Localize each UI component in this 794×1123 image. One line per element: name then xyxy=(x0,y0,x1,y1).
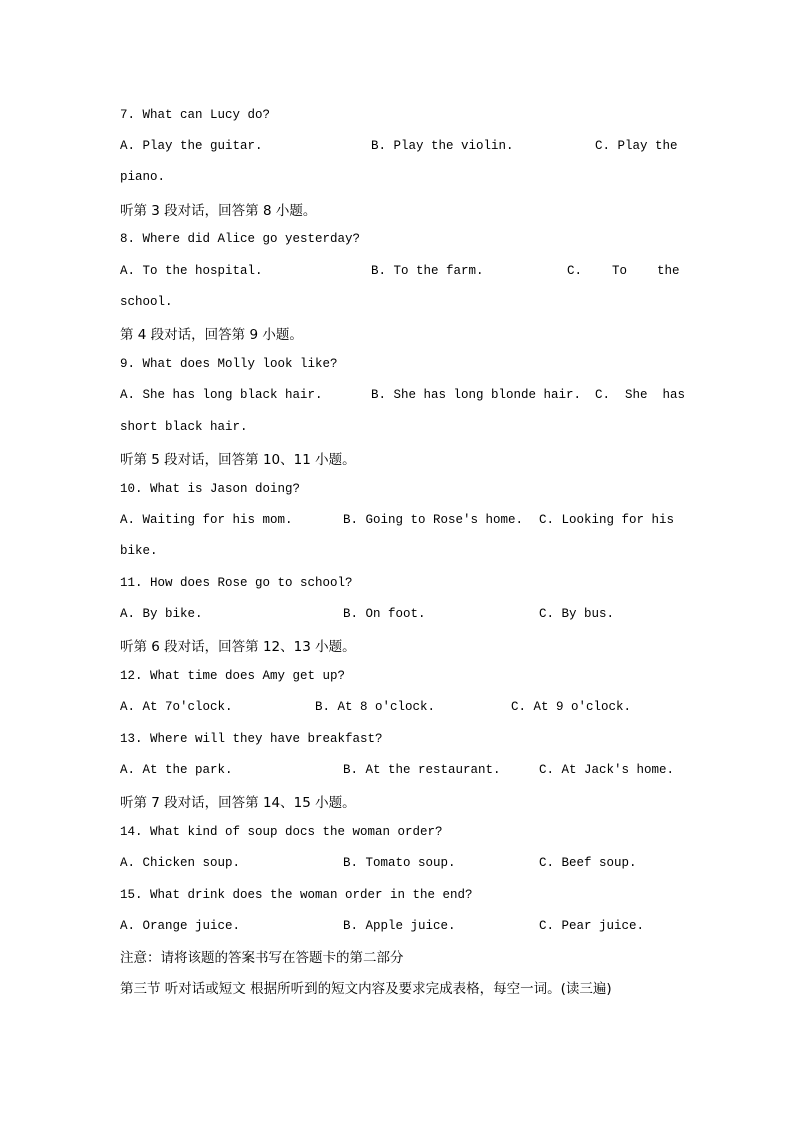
question-11: 11. How does Rose go to school? xyxy=(120,576,353,590)
question-15: 15. What drink does the woman order in the end? xyxy=(120,888,473,902)
option-b: B. To the farm. xyxy=(371,264,484,278)
option-b: B. She has long blonde hair. xyxy=(371,388,582,402)
section-heading-4: 第 4 段对话，回答第 9 小题。 xyxy=(120,327,303,343)
option-a: A. Play the guitar. xyxy=(120,139,263,153)
option-c-continued: piano. xyxy=(120,170,166,184)
answer-note: 注意：请将该题的答案书写在答题卡的第二部分 xyxy=(120,950,404,966)
option-c: C. Pear juice. xyxy=(539,919,645,933)
option-b: B. Play the violin. xyxy=(371,139,514,153)
question-10: 10. What is Jason doing? xyxy=(120,482,301,496)
question-9: 9. What does Molly look like? xyxy=(120,357,338,371)
question-8: 8. Where did Alice go yesterday? xyxy=(120,232,361,246)
option-b: B. Apple juice. xyxy=(343,919,456,933)
option-c: C. Looking for his xyxy=(539,513,675,527)
option-c: C. At Jack's home. xyxy=(539,763,675,777)
part-three-heading: 第三节 听对话或短文 根据所听到的短文内容及要求完成表格，每空一词。(读三遍) xyxy=(120,981,612,997)
option-a: A. At 7o'clock. xyxy=(120,700,233,714)
question-7: 7. What can Lucy do? xyxy=(120,108,271,122)
section-heading-6: 听第 6 段对话，回答第 12、13 小题。 xyxy=(120,639,356,655)
option-c: C. She has xyxy=(595,388,686,402)
option-a: A. To the hospital. xyxy=(120,264,263,278)
option-c-continued: school. xyxy=(120,295,173,309)
section-heading-7: 听第 7 段对话，回答第 14、15 小题。 xyxy=(120,795,356,811)
option-a: A. At the park. xyxy=(120,763,233,777)
option-c-continued: short black hair. xyxy=(120,420,248,434)
option-b: B. Going to Rose's home. xyxy=(343,513,524,527)
question-14: 14. What kind of soup docs the woman order? xyxy=(120,825,443,839)
option-b: B. Tomato soup. xyxy=(343,856,456,870)
option-c: C. Beef soup. xyxy=(539,856,637,870)
question-13: 13. Where will they have breakfast? xyxy=(120,732,383,746)
option-c: C. By bus. xyxy=(539,607,615,621)
option-b: B. On foot. xyxy=(343,607,426,621)
question-12: 12. What time does Amy get up? xyxy=(120,669,346,683)
option-a: A. By bike. xyxy=(120,607,203,621)
option-b: B. At 8 o'clock. xyxy=(315,700,436,714)
option-c: C. To the xyxy=(567,264,680,278)
option-c: C. At 9 o'clock. xyxy=(511,700,632,714)
option-a: A. Waiting for his mom. xyxy=(120,513,293,527)
option-a: A. She has long black hair. xyxy=(120,388,323,402)
option-b: B. At the restaurant. xyxy=(343,763,501,777)
section-heading-3: 听第 3 段对话，回答第 8 小题。 xyxy=(120,203,317,219)
option-a: A. Orange juice. xyxy=(120,919,241,933)
option-a: A. Chicken soup. xyxy=(120,856,241,870)
option-c: C. Play the xyxy=(595,139,678,153)
section-heading-5: 听第 5 段对话，回答第 10、11 小题。 xyxy=(120,452,356,468)
option-c-continued: bike. xyxy=(120,544,158,558)
